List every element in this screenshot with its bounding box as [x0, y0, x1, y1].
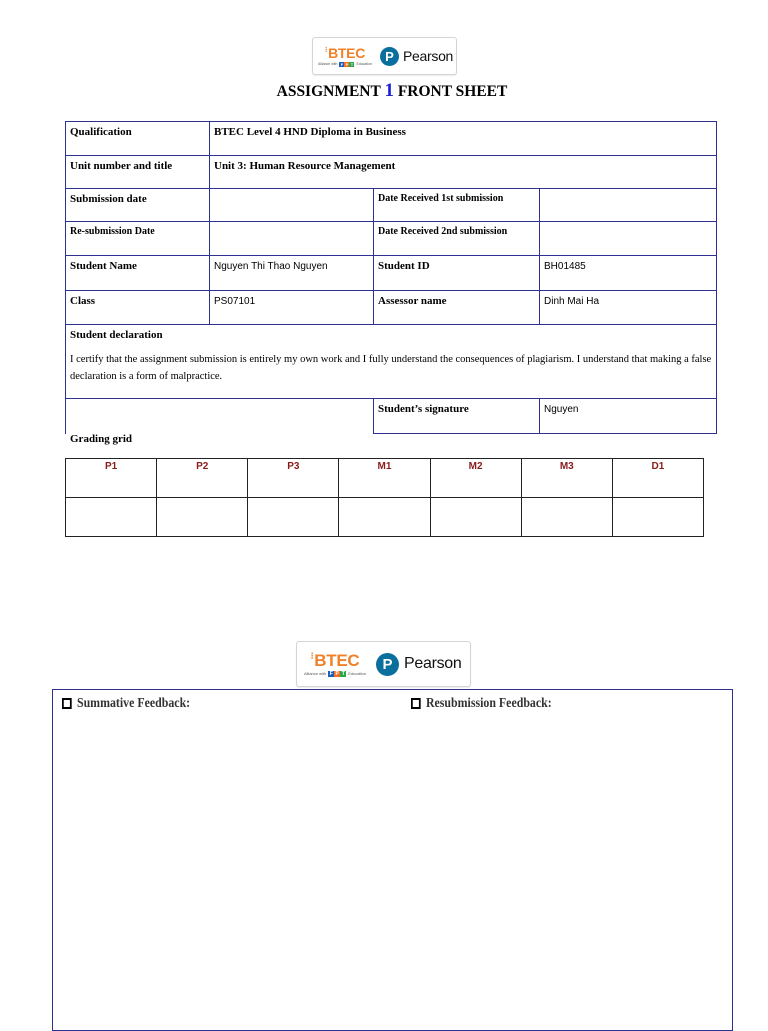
table-row	[66, 325, 717, 399]
checkbox-icon	[62, 698, 72, 709]
table-row	[66, 189, 717, 222]
pearson-wordmark: Pearson	[404, 655, 462, 672]
assessor-value: Dinh Mai Ha	[540, 291, 717, 325]
btec-alliance-text: Alliance with	[317, 62, 338, 66]
class-label: Class	[66, 291, 210, 325]
grading-grid-label: Grading grid	[70, 433, 133, 445]
grade-cell-m1	[339, 498, 430, 537]
student-declaration-text: I certify that the assignment submission is entirely my own work and I fully understand the consequences of plagiarism. I understand that making a false declaration is a form of malpractice.	[70, 354, 712, 382]
grading-grid-table	[65, 458, 704, 537]
title-prefix: ASSIGNMENT	[276, 83, 381, 100]
resubmission-date-label: Re-submission Date	[66, 222, 210, 256]
date-received-1-label: Date Received 1st submission	[374, 189, 540, 222]
summative-feedback-heading	[62, 695, 190, 711]
signature-spacer	[66, 399, 374, 434]
table-row	[66, 222, 717, 256]
btec-pearson-logo	[312, 37, 457, 75]
fpt-logo: F P T	[340, 61, 354, 67]
class-value: PS07101	[210, 291, 374, 325]
page-title	[0, 80, 768, 102]
grade-cell-p2	[157, 498, 248, 537]
student-name-label: Student Name	[66, 256, 210, 291]
resubmission-feedback-heading	[411, 695, 552, 711]
btec-education-text: Education	[348, 671, 367, 676]
date-received-2-label: Date Received 2nd submission	[374, 222, 540, 256]
grade-header-p2: P2	[157, 459, 248, 498]
student-id-value: BH01485	[540, 256, 717, 291]
student-declaration-label: Student declaration	[70, 329, 163, 341]
pearson-wordmark: Pearson	[403, 48, 454, 64]
grade-cell-p3	[248, 498, 339, 537]
front-sheet-info-table	[65, 121, 717, 434]
title-suffix: FRONT SHEET	[397, 83, 508, 100]
table-row	[66, 399, 717, 434]
table-row	[66, 256, 717, 291]
grade-cell-p1	[66, 498, 157, 537]
date-received-2-value	[540, 222, 717, 256]
qualification-value: BTEC Level 4 HND Diploma in Business	[210, 122, 717, 156]
summative-feedback-label: Summative Feedback:	[76, 695, 191, 710]
qualification-label: Qualification	[66, 122, 210, 156]
unit-label: Unit number and title	[66, 156, 210, 189]
grade-cell-d1	[612, 498, 703, 537]
submission-date-value	[210, 189, 374, 222]
grade-header-p3: P3	[248, 459, 339, 498]
pearson-p-icon: P	[376, 653, 399, 676]
btec-alliance-text: Alliance with	[303, 671, 327, 676]
submission-date-label: Submission date	[66, 189, 210, 222]
grade-header-d1: D1	[612, 459, 703, 498]
grade-cell-m2	[430, 498, 521, 537]
table-row	[66, 291, 717, 325]
fpt-logo: F P T	[329, 670, 345, 677]
signature-label: Student’s signature	[374, 399, 540, 434]
grade-header-m1: M1	[339, 459, 430, 498]
title-number: 1	[384, 80, 394, 101]
btec-logo: ⁝BTEC Alliance with F P T Education	[317, 44, 373, 67]
grading-value-row	[66, 498, 704, 537]
resubmission-feedback-label: Resubmission Feedback:	[425, 695, 552, 710]
btec-pearson-logo	[296, 641, 471, 687]
grade-header-m3: M3	[521, 459, 612, 498]
date-received-1-value	[540, 189, 717, 222]
pearson-p-icon: P	[380, 47, 399, 66]
grading-header-row	[66, 459, 704, 498]
student-name-value: Nguyen Thi Thao Nguyen	[210, 256, 374, 291]
table-row	[66, 156, 717, 189]
signature-value: Nguyen	[540, 399, 717, 434]
resubmission-date-value	[210, 222, 374, 256]
grade-header-p1: P1	[66, 459, 157, 498]
student-declaration-cell	[66, 325, 717, 399]
feedback-box	[52, 689, 733, 1031]
unit-value: Unit 3: Human Resource Management	[210, 156, 717, 189]
grade-header-m2: M2	[430, 459, 521, 498]
checkbox-icon	[411, 698, 421, 709]
btec-wordmark: BTEC	[328, 44, 366, 61]
student-id-label: Student ID	[374, 256, 540, 291]
grade-cell-m3	[521, 498, 612, 537]
assessor-label: Assessor name	[374, 291, 540, 325]
btec-logo: ⁝BTEC Alliance with F P T Education	[303, 650, 367, 677]
btec-education-text: Education	[356, 62, 373, 66]
btec-wordmark: BTEC	[314, 650, 360, 670]
table-row	[66, 122, 717, 156]
